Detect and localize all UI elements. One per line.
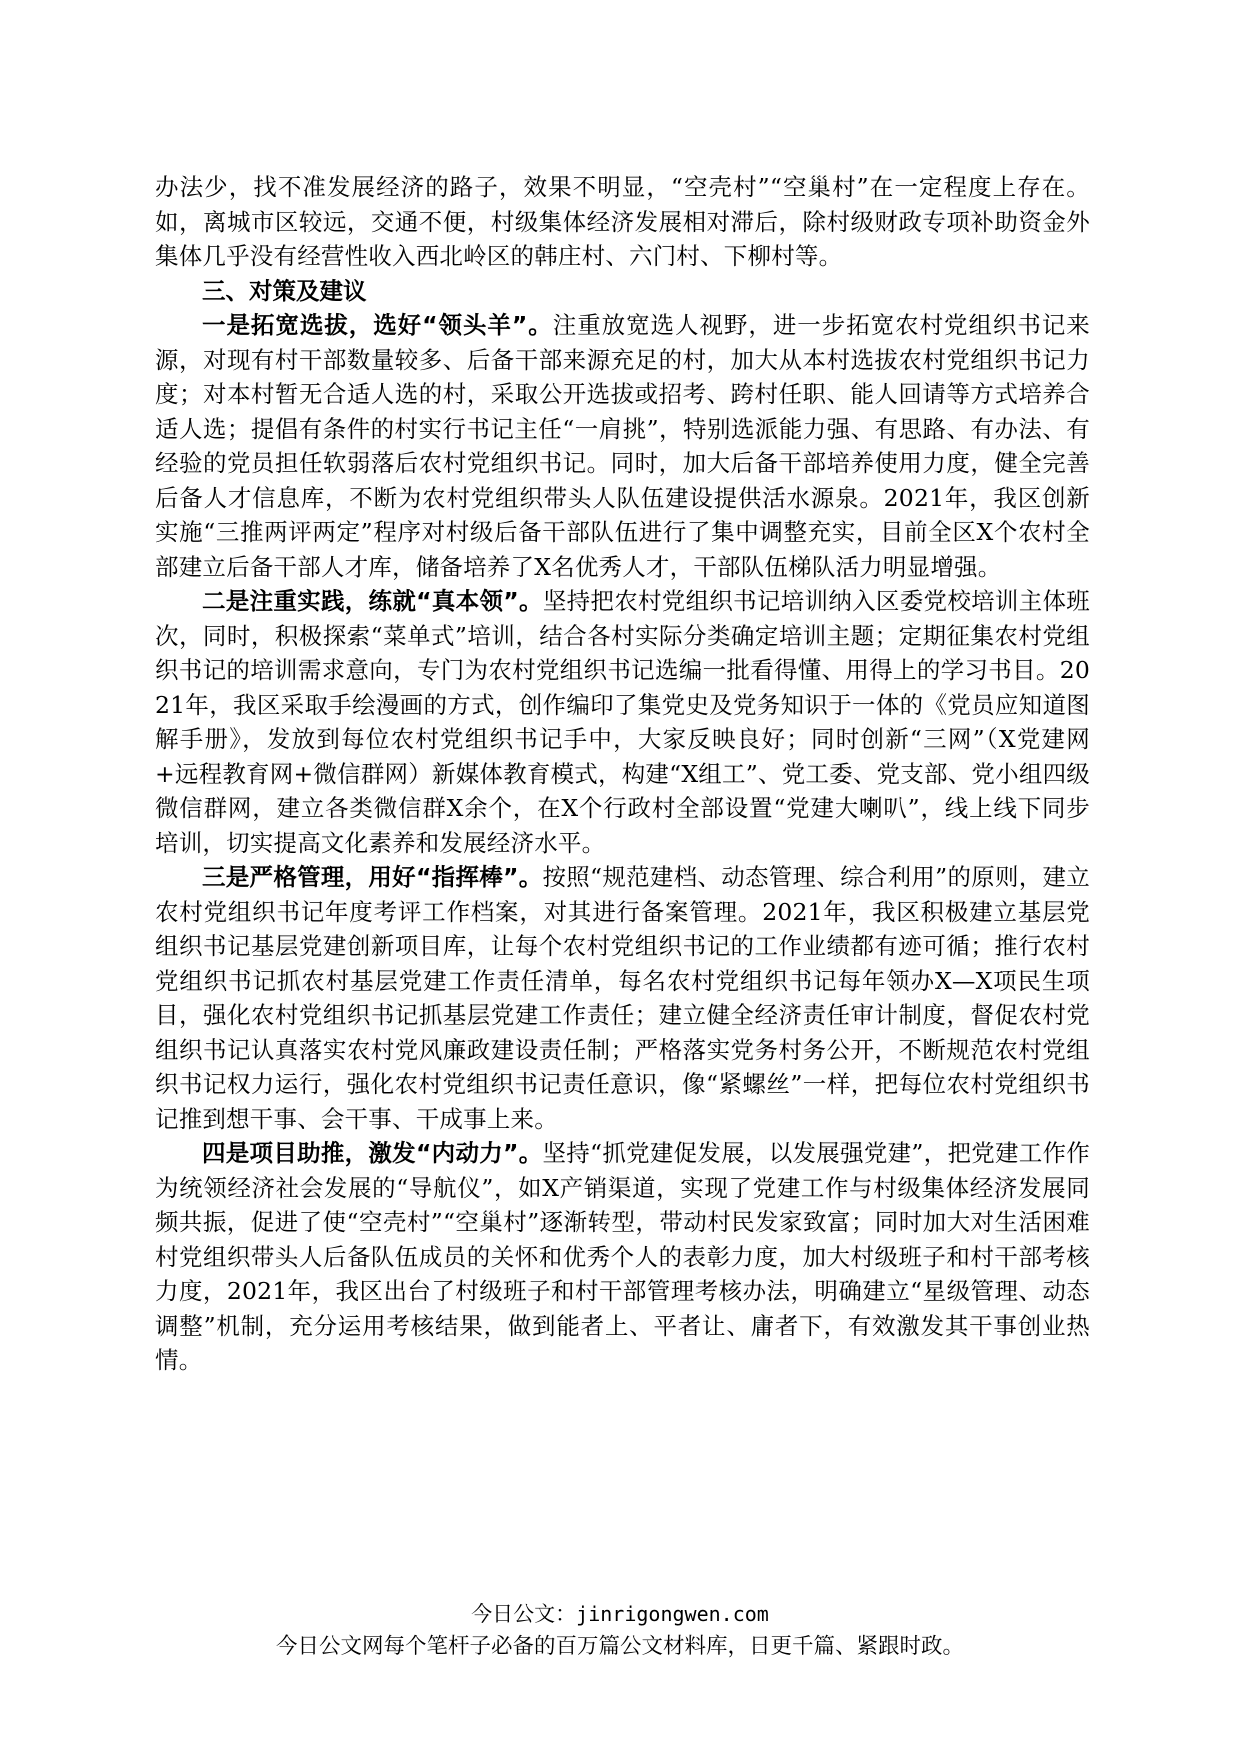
paragraph-item-4 <box>155 1136 1090 1378</box>
paragraph-item-4-text: 坚持“抓党建促发展，以发展强党建”，把党建工作作为统领经济社会发展的“导航仪”，如X产销渠道，实现了党建工作与村级集体经济发展同频共振，促进了使“空壳村”“空巢村”逐渐转型，带动村民发家致富；同时加大对生活困难村党组织带头人后备队伍成员的关怀和优秀个人的表彰力度，加大村级班子和村干部考核力度，2021年，我区出台了村级班子和村干部管理考核办法，明确建立“星级管理、动态调整”机制，充分运用考核结果，做到能者上、平者让、庸者下，有效激发其干事创业热情。 <box>155 1139 1091 1374</box>
paragraph-item-4-lead: 四是项目助推，激发“内动力”。 <box>202 1139 543 1167</box>
document-body <box>155 170 1090 1378</box>
paragraph-item-1-text: 注重放宽选人视野，进一步拓宽农村党组织书记来源，对现有村干部数量较多、后备干部来源充足的村，加大从本村选拔农村党组织书记力度；对本村暂无合适人选的村，采取公开选拔或招考、跨村任职、能人回请等方式培养合适人选；提倡有条件的村实行书记主任“一肩挑”，特别选派能力强、有思路、有办法、有经验的党员担任软弱落后农村党组织书记。同时，加大后备干部培养使用力度，健全完善后备人才信息库，不断为农村党组织带头人队伍建设提供活水源泉。2021年，我区创新实施“三推两评两定”程序对村级后备干部队伍进行了集中调整充实，目前全区X个农村全部建立后备干部人才库，储备培养了X名优秀人才，干部队伍梯队活力明显增强。 <box>155 311 1091 581</box>
paragraph-item-2-lead: 二是注重实践，练就“真本领”。 <box>202 587 543 615</box>
footer-site-url[interactable]: jinrigongwen.com <box>576 1602 769 1626</box>
footer-site-label: 今日公文： <box>471 1602 577 1626</box>
section-heading: 三、对策及建议 <box>202 276 367 305</box>
paragraph-item-1 <box>155 308 1090 584</box>
footer-tagline: 今日公文网每个笔杆子必备的百万篇公文材料库，日更千篇、紧跟时政。 <box>275 1634 964 1659</box>
paragraph-item-3-lead: 三是严格管理，用好“指挥棒”。 <box>202 863 543 891</box>
paragraph-item-2-text: 坚持把农村党组织书记培训纳入区委党校培训主体班次，同时，积极探索“菜单式”培训，结合各村实际分类确定培训主题；定期征集农村党组织书记的培训需求意向，专门为农村党组织书记选编一批看得懂、用得上的学习书目。2021年，我区采取手绘漫画的方式，创作编印了集党史及党务知识于一体的《党员应知道图解手册》，发放到每位农村党组织书记手中，大家反映良好；同时创新“三网”（X党建网+远程教育网+微信群网）新媒体教育模式，构建“X组工”、党工委、党支部、党小组四级微信群网，建立各类微信群X余个，在X个行政村全部设置“党建大喇叭”，线上线下同步培训，切实提高文化素养和发展经济水平。 <box>155 587 1090 857</box>
paragraph-item-2 <box>155 584 1090 860</box>
footer-site-line <box>0 1600 1240 1628</box>
paragraph-item-3 <box>155 860 1090 1136</box>
paragraph-item-1-lead: 一是拓宽选拔，选好“领头羊”。 <box>202 311 553 339</box>
paragraph-item-3-text: 按照“规范建档、动态管理、综合利用”的原则，建立农村党组织书记年度考评工作档案，对其进行备案管理。2021年，我区积极建立基层党组织书记基层党建创新项目库，让每个农村党组织书记的工作业绩都有迹可循；推行农村党组织书记抓农村基层党建工作责任清单，每名农村党组织书记每年领办X—X项民生项目，强化农村党组织书记抓基层党建工作责任；建立健全经济责任审计制度，督促农村党组织书记认真落实农村党风廉政建设责任制；严格落实党务村务公开，不断规范农村党组织书记权力运行，强化农村党组织书记责任意识，像“紧螺丝”一样，把每位农村党组织书记推到想干事、会干事、干成事上来。 <box>155 863 1091 1133</box>
intro-paragraph: 办法少，找不准发展经济的路子，效果不明显，“空壳村”“空巢村”在一定程度上存在。如，离城市区较远，交通不便，村级集体经济发展相对滞后，除村级财政专项补助资金外集体几乎没有经营性收入西北岭区的韩庄村、六门村、下柳村等。 <box>155 173 1090 270</box>
